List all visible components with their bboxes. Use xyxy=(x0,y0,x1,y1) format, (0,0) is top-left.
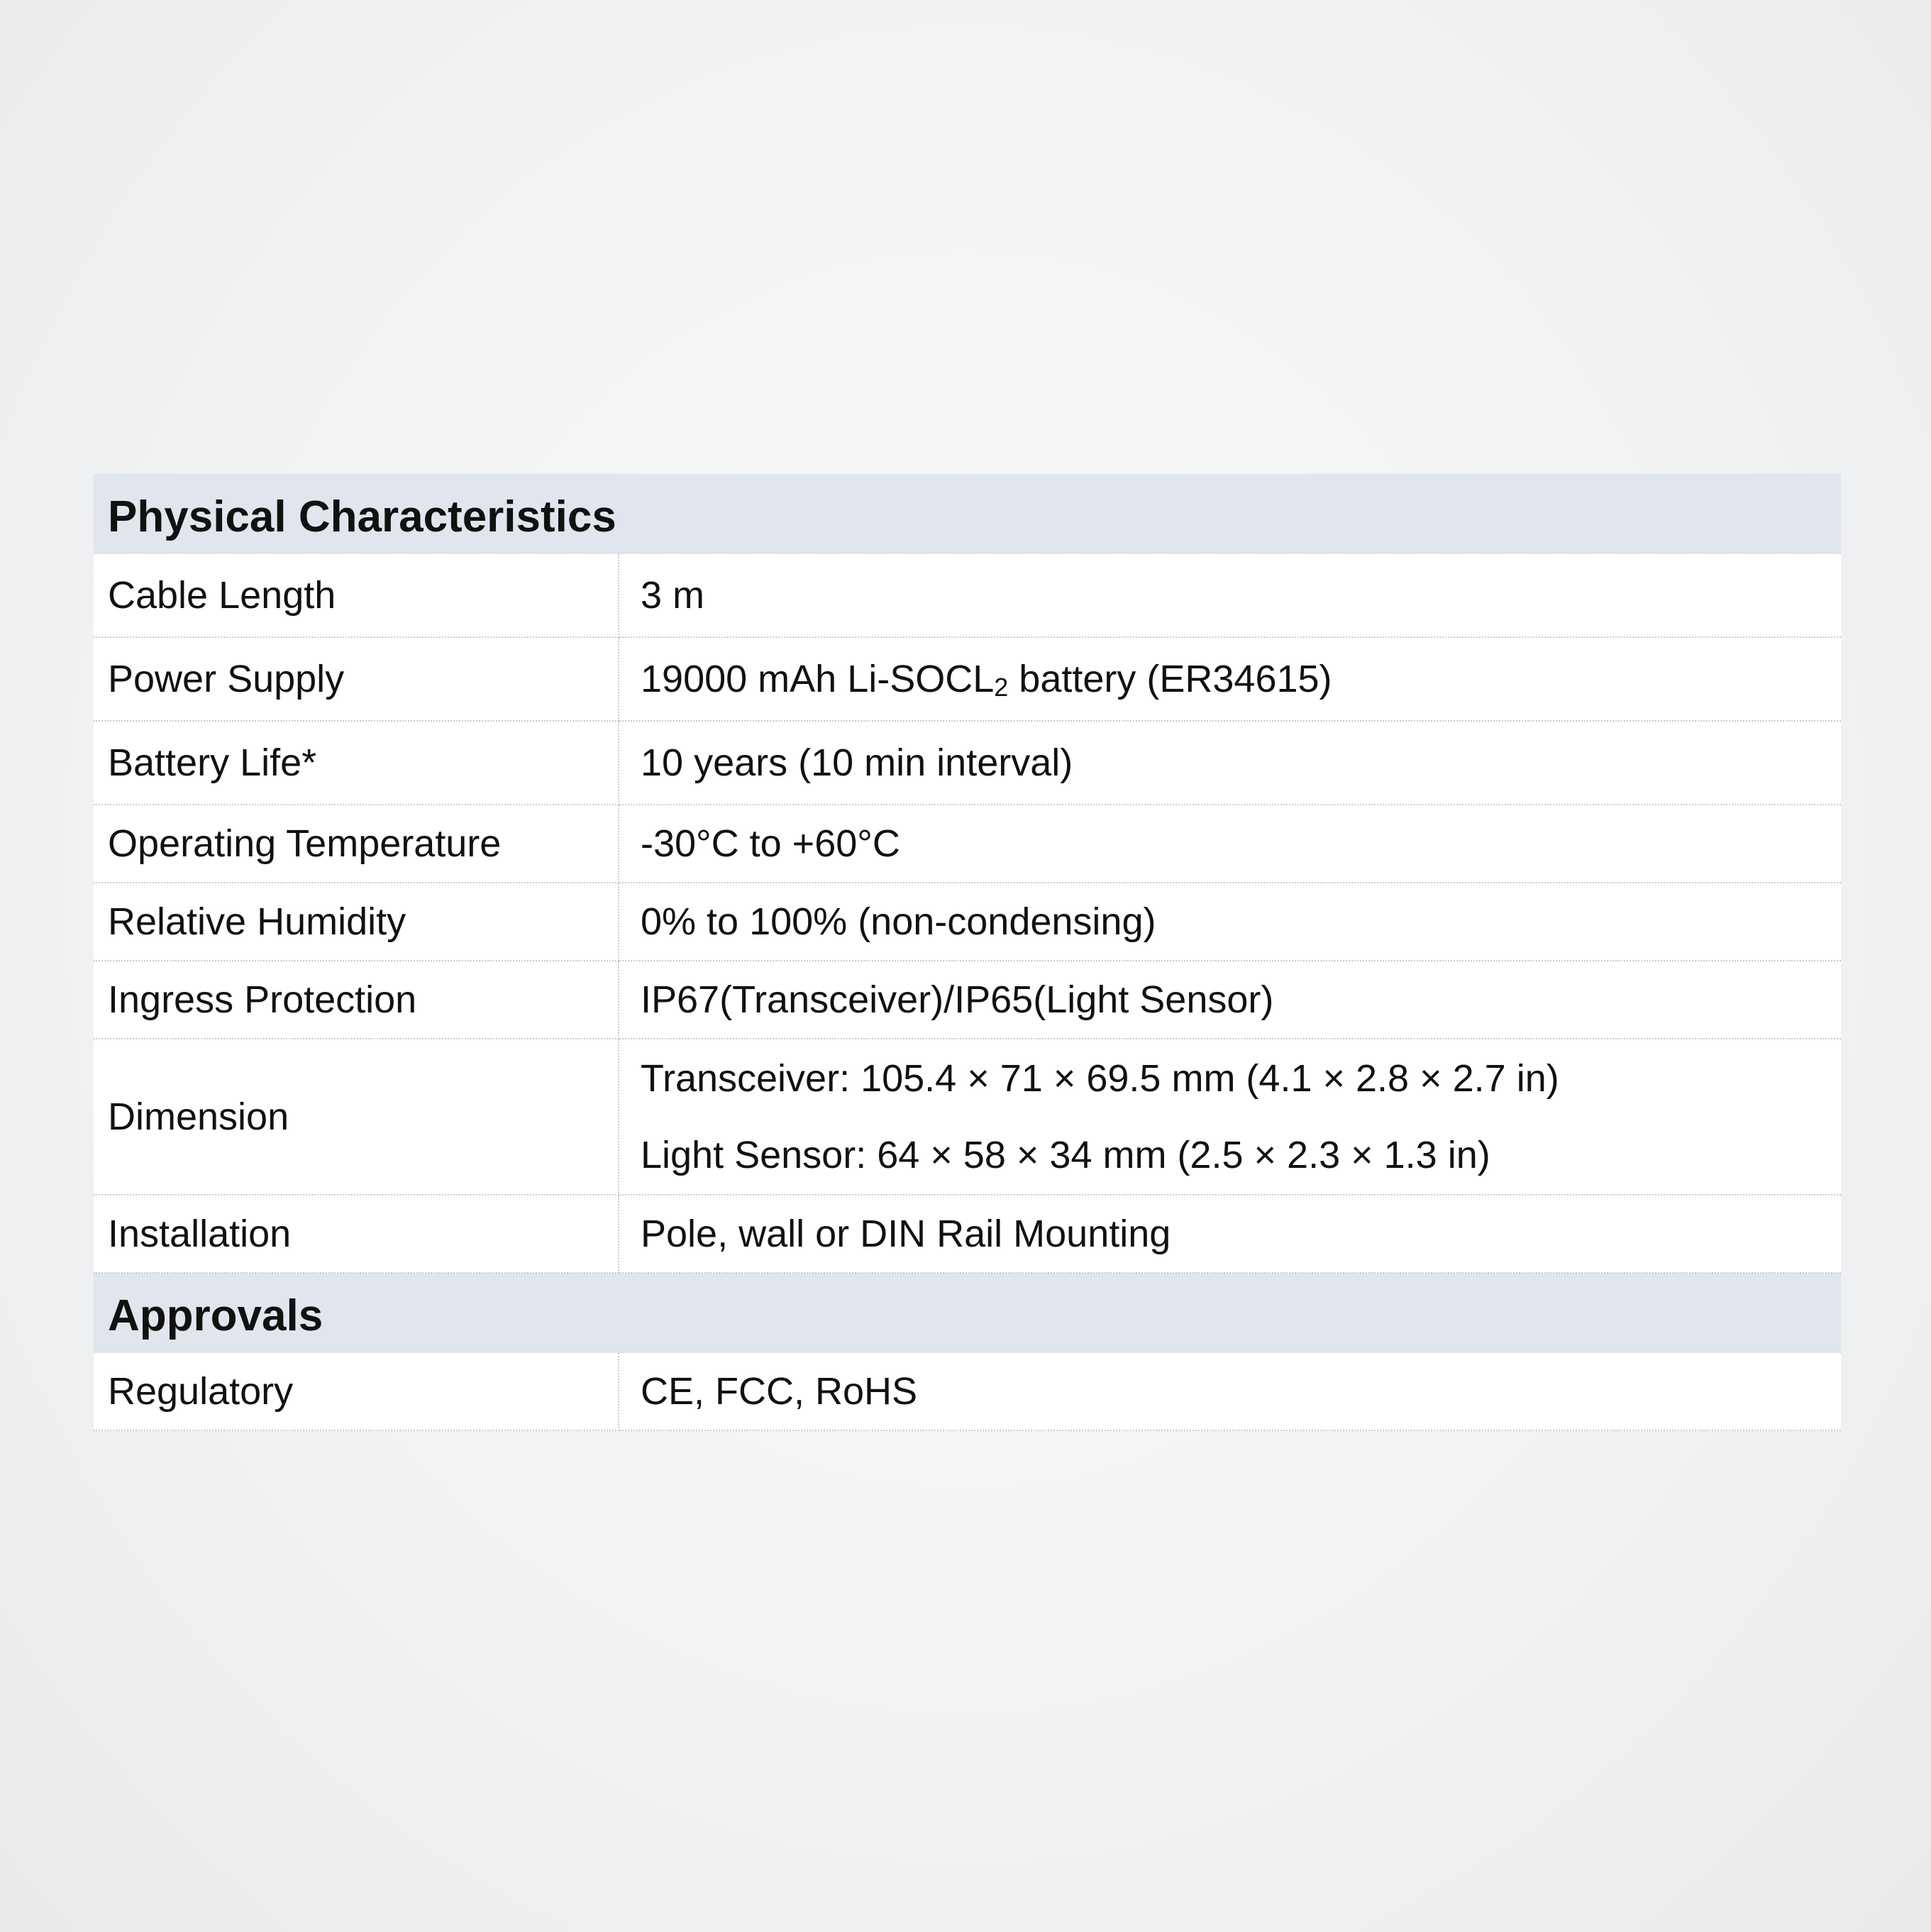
row-value: Pole, wall or DIN Rail Mounting xyxy=(619,1195,1841,1273)
row-label: Battery Life* xyxy=(94,721,619,805)
section-title: Physical Characteristics xyxy=(94,474,1841,553)
section-header-physical xyxy=(94,474,1841,553)
row-label: Operating Temperature xyxy=(94,805,619,883)
row-value: 10 years (10 min interval) xyxy=(619,721,1841,805)
row-label: Cable Length xyxy=(94,553,619,637)
spec-table xyxy=(94,474,1841,1431)
table-row xyxy=(94,637,1841,721)
subscript: 2 xyxy=(994,672,1009,702)
row-label: Relative Humidity xyxy=(94,883,619,961)
value-text: battery (ER34615) xyxy=(1008,657,1332,700)
table-row xyxy=(94,883,1841,961)
row-value: CE, FCC, RoHS xyxy=(619,1352,1841,1430)
table-row xyxy=(94,961,1841,1039)
section-title: Approvals xyxy=(94,1273,1841,1352)
value-line: Transceiver: 105.4 × 71 × 69.5 mm (4.1 × 2.8 × 2.7 in) xyxy=(641,1057,1559,1100)
row-value: IP67(Transceiver)/IP65(Light Sensor) xyxy=(619,961,1841,1039)
row-value: 3 m xyxy=(619,553,1841,637)
row-value: 0% to 100% (non-condensing) xyxy=(619,883,1841,961)
row-label: Power Supply xyxy=(94,637,619,721)
row-label: Regulatory xyxy=(94,1352,619,1430)
value-text: 19000 mAh Li-SOCL xyxy=(641,657,995,700)
table-row xyxy=(94,721,1841,805)
table-row xyxy=(94,1195,1841,1273)
row-value: -30°C to +60°C xyxy=(619,805,1841,883)
row-label: Installation xyxy=(94,1195,619,1273)
row-label: Ingress Protection xyxy=(94,961,619,1039)
table-row xyxy=(94,553,1841,637)
table-row xyxy=(94,1352,1841,1430)
section-header-approvals xyxy=(94,1273,1841,1352)
table-row xyxy=(94,805,1841,883)
table-row xyxy=(94,1039,1841,1195)
value-line: Light Sensor: 64 × 58 × 34 mm (2.5 × 2.3 × 1.3 in) xyxy=(641,1134,1490,1176)
row-value xyxy=(619,1039,1841,1195)
row-label: Dimension xyxy=(94,1039,619,1195)
row-value xyxy=(619,637,1841,721)
